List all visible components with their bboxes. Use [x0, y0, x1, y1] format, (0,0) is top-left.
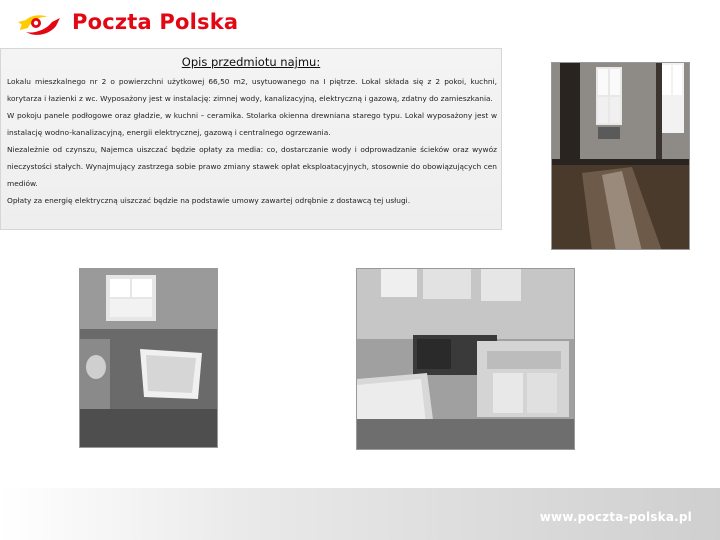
kitchen-photo [356, 268, 575, 450]
description-body [7, 73, 497, 209]
description-paragraph: Lokalu mieszkalnego nr 2 o powierzchni użytkowej 66,50 m2, usytuowanego na I piętrze. Lokal składa się z 2 pokoi, kuchni, korytarza i łazienki z wc. Wyposażony jest w instalację: zimnej wody, kanalizacyjną, elektryczną i gazową, zdatny do zamieszkania. [7, 77, 497, 103]
description-paragraph: Niezależnie od czynszu, Najemca uiszczać będzie opłaty za media: co, dostarczanie wody i odprowadzanie ścieków oraz wywóz nieczystości stałych. Wynajmujący zastrzega sobie prawo zmiany stawek opłat eksploatacyjnych, stosownie do obowiązujących cen mediów. [7, 145, 497, 188]
website-link[interactable]: www.poczta-polska.pl [539, 510, 692, 524]
description-title: Opis przedmiotu najmu: [181, 55, 321, 69]
description-paragraph: W pokoju panele podłogowe oraz gładzie, w kuchni – ceramika. Stolarka okienna drewniana starego typu. Lokal wyposażony jest w instalację wodno-kanalizacyjną, energii elektrycznej, gazową i centralnego ogrzewania. [7, 111, 497, 137]
header [0, 0, 720, 46]
footer [0, 488, 720, 540]
description-paragraph: Opłaty za energię elektryczną uiszczać będzie na podstawie umowy zawartej odrębnie z dostawcą tej usługi. [7, 196, 411, 205]
posthorn-icon [16, 8, 68, 38]
bathroom-photo [79, 268, 218, 448]
brand-name: Poczta Polska [72, 10, 239, 34]
room-photo [551, 62, 690, 250]
description-box [0, 48, 502, 230]
